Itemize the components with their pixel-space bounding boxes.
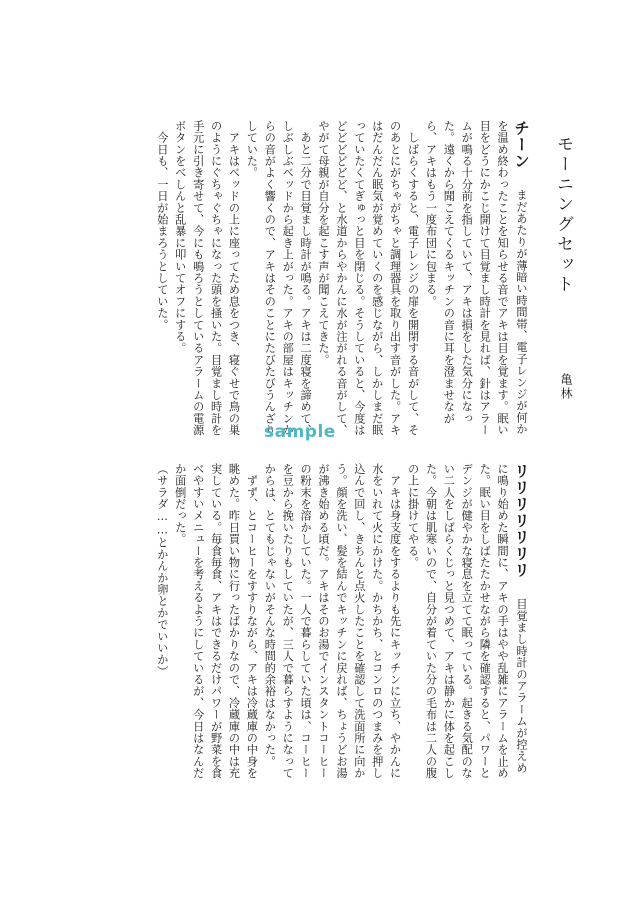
upper-paragraph-1-text: まだあたりが薄暗い時間帯、電子レンジが何かを温め終わったことを知らせる音でアキは目を覚ます。眠い目をどうにかこじ開けて目覚まし時計を見れば、針はアラームが鳴る十分前を指していて、アキは損をした気分になった。遠くから聞こえてくるキッチンの音に耳を澄ませながら、アキはもう一度布団に包まる。 — [424, 120, 528, 436]
upper-paragraph-5 — [153, 120, 171, 440]
lower-paragraph-2 — [260, 463, 403, 783]
lower-paragraph-2-text: アキは身支度をするよりも先にキッチンに立ち、やかんに水をいれて火にかけた。かちかち、とコンロのつまみを押し込んで回し、きちんと点火したことを確認して洗面所に向かう。顔を洗い、髪を結んでキッチンに戻れば、ちょうどお湯が沸き始める頃だ。アキはそのお湯でインスタントコーヒーの粉末を溶かしていた。一人で暮らしていた頃は、コーヒーを豆から挽いたりもしていたが、三人で暮らすようになってからは、とてもじゃないがそんな時間的余裕はなかった。 — [263, 463, 402, 779]
sample-watermark: sample — [264, 422, 336, 442]
upper-paragraph-4-text: アキはベッドの上に座ってため息をつき、寝ぐせで鳥の巣のようにぐちゃぐちゃになった頭を掻いた。目覚まし時計を手元に引き寄せて、今にも鳴ろうとしているアラームの電源ボタンをべしんと乱暴に叩いてオフにする。 — [173, 120, 241, 436]
author-name: 亀林 — [559, 373, 573, 401]
upper-paragraph-4 — [171, 120, 243, 440]
sound-effect-alarm: リリリリリリリ — [512, 463, 530, 579]
upper-paragraph-2 — [314, 120, 421, 440]
upper-paragraph-3-text: あと二分で目覚まし時計が鳴る。アキは二度寝を諦めて、しぶしぶベッドから起き上がった。アキの部屋はキッチンからの音がよく響くので、アキはそのことにたびたびうんざりしていた。 — [245, 120, 313, 436]
lower-paragraph-3 — [171, 463, 261, 783]
upper-paragraph-3 — [243, 120, 315, 440]
lower-paragraph-3-text: ずず、とコーヒーをすすりながら、アキは冷蔵庫の中身を眺めた。昨日買い物に行ったばかりなので、冷蔵庫の中は充実している。毎食毎食、アキはできるだけパワーが野菜を食べやすいメニューを考えるようにしているが、今日はなんだか面倒だった。 — [173, 463, 259, 779]
lower-paragraph-1 — [404, 463, 530, 783]
sound-effect-chin: チーン — [512, 120, 530, 170]
lower-paragraph-1-text: 目覚まし時計のアラームが控えめに鳴り始めた瞬間に、アキの手はやや乱雑にアラームを止めた。眠い目をしばたたかせながら隣を確認すると、パワーとデンジが健やかな寝息を立てて眠っている。起きる気配のない二人をしばらくじっと見つめて、アキは静かに体を起こした。今朝は肌寒いので、自分が着ていた分の毛布は二人の腹の上に掛けてやる。 — [406, 463, 528, 779]
lower-paragraph-4-text: （サラダ……とかんか卵とかでいいか） — [155, 463, 169, 678]
lower-text-block — [84, 463, 530, 783]
upper-paragraph-5-text: 今日も、一日が始まろうとしていた。 — [155, 131, 169, 331]
story-title: モーニングセット — [553, 135, 573, 295]
upper-paragraph-2-text: しばらくすると、電子レンジの扉を開閉する音がして、そのあとにがちゃがちゃと調理器具を取り出す音がした。アキはだんだん眠気が覚めていくのを感じながら、しかしまだ眠っていたくてぎゅっと目を閉じる。そうしていると、今度はどどどどどど、と水道からやかんに水が注がれる音がして、やがて母親が自分を起こす声が聞こえてきた。 — [317, 120, 420, 436]
upper-paragraph-1 — [422, 120, 530, 440]
upper-text-block — [84, 120, 530, 440]
lower-paragraph-4 — [153, 463, 171, 783]
